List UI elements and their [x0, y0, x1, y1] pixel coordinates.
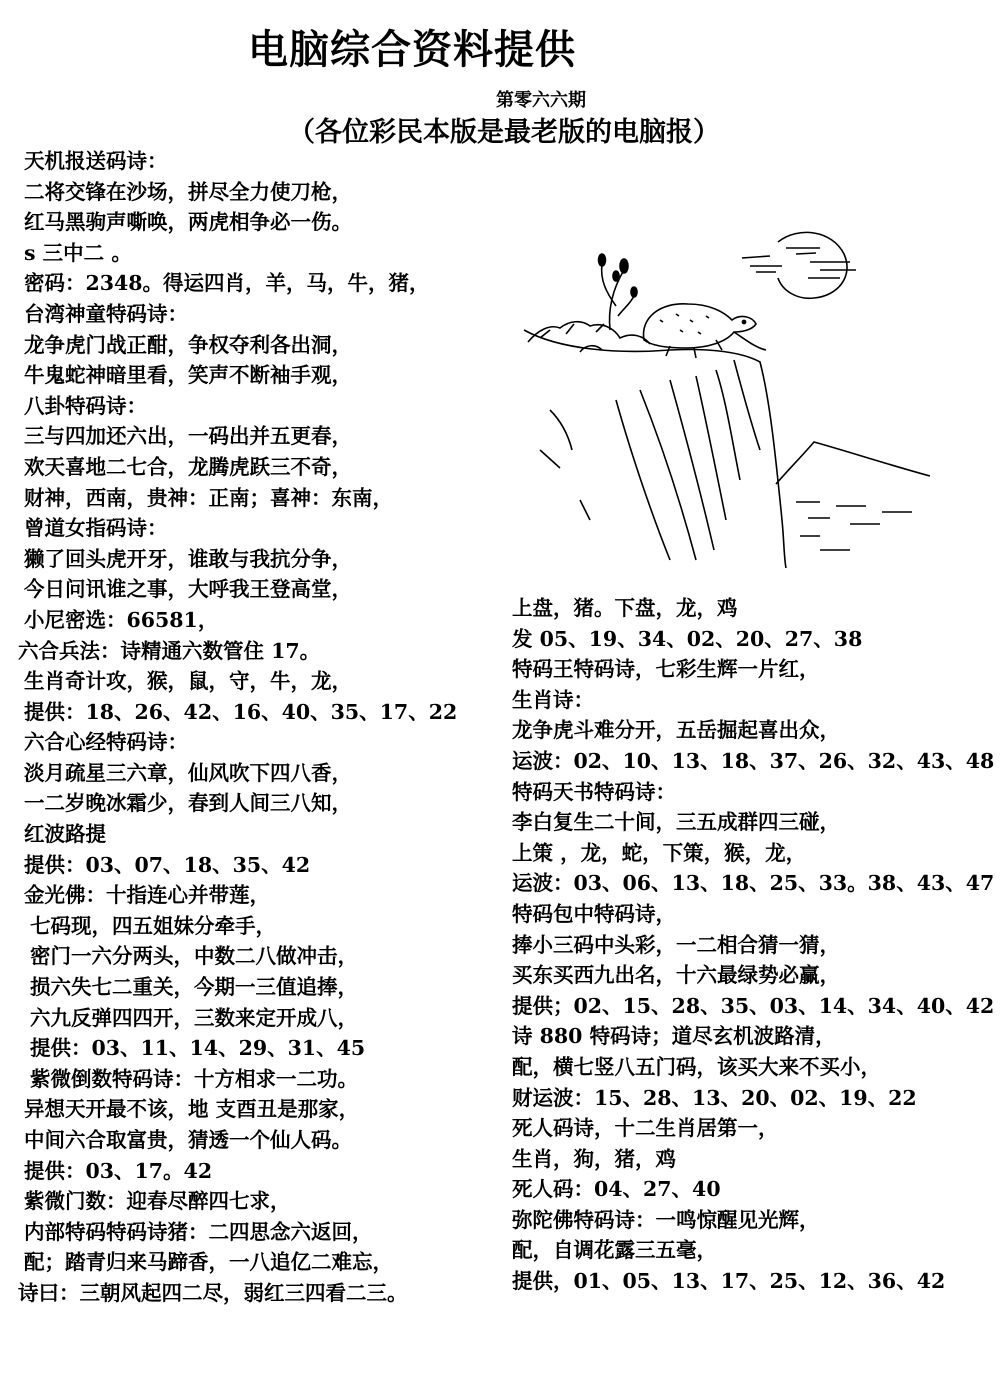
text-line: 异想天开最不该，地 支酉丑是那家，	[24, 1097, 360, 1122]
text-line: 弥陀佛特码诗：一鸣惊醒见光辉，	[512, 1207, 820, 1232]
text-line: 七码现，四五姐妹分牵手，	[30, 913, 276, 938]
text-line: 死人码诗，十二生肖居第一，	[512, 1116, 779, 1141]
text-line: 紫微倒数特码诗：十方相求一二功。	[30, 1066, 358, 1091]
text-line: s 三中二 。	[24, 240, 132, 265]
text-line: 今日问讯谁之事，大呼我王登高堂，	[24, 577, 352, 602]
text-line: 提供：03、07、18、35、42	[24, 852, 311, 877]
text-line: 中间六合取富贵，猜透一个仙人码。	[24, 1128, 352, 1152]
text-line: 财神，西南，贵神：正南；喜神：东南，	[24, 485, 393, 510]
text-line: 配；踏青归来马蹄香，一八追亿二难忘，	[24, 1250, 393, 1275]
text-line: 三与四加还六出，一码出并五更春，	[24, 424, 352, 449]
text-line: 淡月疏星三六章，仙风吹下四八香，	[24, 760, 352, 785]
text-line: 密门一六分两头，中数二八做冲击，	[30, 944, 358, 969]
page-subtitle: （各位彩民本版是最老版的电脑报）	[288, 117, 720, 148]
text-line: 运波：03、06、13、18、25、33。38、43、47	[512, 871, 995, 896]
text-line: 财运波：15、28、13、20、02、19、22	[512, 1085, 917, 1110]
text-line: 曾道女指码诗：	[24, 516, 168, 541]
text-line: 特码王特码诗，七彩生辉一片红，	[512, 657, 820, 682]
text-line: 配，自调花露三五毫，	[512, 1238, 717, 1263]
text-line: 上盘，猪。下盘，龙，鸡	[512, 596, 738, 620]
text-line: 生肖诗：	[512, 687, 594, 712]
text-line: 提供：03、11、14、29、31、45	[30, 1036, 366, 1061]
right-column	[512, 593, 1002, 1297]
cliff-icon	[524, 330, 786, 568]
text-line: 牛鬼蛇神暗里看，笑声不断袖手观，	[24, 363, 352, 388]
left-column	[18, 146, 498, 1309]
text-line: 提供：18、26、42、16、40、35、17、22	[24, 699, 458, 724]
text-line: 一二岁晚冰霜少，春到人间三八知，	[24, 791, 352, 816]
text-line: 六合兵法：诗精通六数管住 17。	[18, 638, 321, 663]
text-line: 提供；02、15、28、35、03、14、34、40、42	[512, 993, 995, 1018]
text-line: 提供：03、17。42	[24, 1158, 213, 1183]
text-line: 生肖奇计攻，猴，鼠，守，牛，龙，	[24, 669, 352, 694]
text-line: 损六失七二重关，今期一三值追捧，	[30, 975, 358, 1000]
text-line: 八卦特码诗：	[24, 393, 147, 418]
text-line: 密码：2348。得运四肖，羊，马，牛，猪，	[24, 271, 430, 296]
text-line: 小尼密选：66581，	[24, 607, 219, 632]
text-line: 红马黑驹声嘶唤，两虎相争必一伤。	[24, 210, 352, 235]
text-line: 提供，01、05、13、17、25、12、36、42	[512, 1269, 946, 1294]
text-line: 特码天书特码诗：	[512, 779, 676, 804]
text-line: 红波路提	[24, 822, 106, 847]
page-title: 电脑综合资料提供	[248, 27, 576, 73]
text-line: 龙争虎门战正酣，争权夺利各出洞，	[24, 332, 352, 357]
text-line: 金光佛：十指连心并带莲，	[24, 883, 270, 908]
text-line: 运波：02、10、13、18、37、26、32、43、48	[512, 748, 995, 773]
text-line: 二将交锋在沙场，拼尽全力使刀枪，	[24, 179, 352, 204]
text-line: 死人码：04、27、40	[512, 1177, 721, 1202]
text-line: 配，横七竖八五门码，该买大来不买小，	[512, 1054, 881, 1079]
issue-number: 第零六六期	[496, 90, 586, 111]
text-line: 捧小三码中头彩，一二相合猜一猜，	[512, 932, 840, 957]
text-line: 内部特码特码诗猪：二四思念六返回，	[24, 1219, 373, 1244]
text-line: 天机报送码诗：	[24, 149, 168, 173]
text-line: 龙争虎斗难分开，五岳掘起喜出众，	[512, 718, 840, 743]
rocks-icon	[528, 322, 650, 352]
text-line: 特码包中特码诗，	[512, 901, 676, 926]
text-line: 发 05、19、34、02、20、27、38	[512, 626, 863, 651]
text-line: 买东买西九出名，十六最绿势必赢，	[512, 963, 840, 988]
text-line: 诗 880 特码诗；道尽玄机波路清，	[512, 1024, 836, 1049]
text-line: 獭了回头虎开牙，谁敢与我抗分争，	[24, 546, 352, 571]
text-line: 欢天喜地二七合，龙腾虎跃三不奇，	[24, 454, 352, 479]
text-line: 生肖，狗，猪，鸡	[512, 1146, 676, 1171]
mountain-icon	[776, 442, 930, 550]
cliff-illustration	[520, 220, 940, 570]
text-line: 诗曰：三朝风起四二尽，弱红三四看二三。	[18, 1280, 408, 1305]
moon-icon	[742, 232, 856, 298]
text-line: 李白复生二十间，三五成群四三碰，	[512, 810, 840, 835]
text-line: 上策 ，龙，蛇，下策，猴，龙，	[512, 840, 807, 865]
text-line: 六九反弹四四开，三数来定开成八，	[30, 1005, 358, 1030]
plant-icon	[599, 254, 638, 330]
text-line: 台湾神童特码诗：	[24, 301, 188, 326]
text-line: 六合心经特码诗：	[24, 730, 188, 755]
text-line: 紫微门数：迎春尽醉四七求，	[24, 1189, 291, 1214]
